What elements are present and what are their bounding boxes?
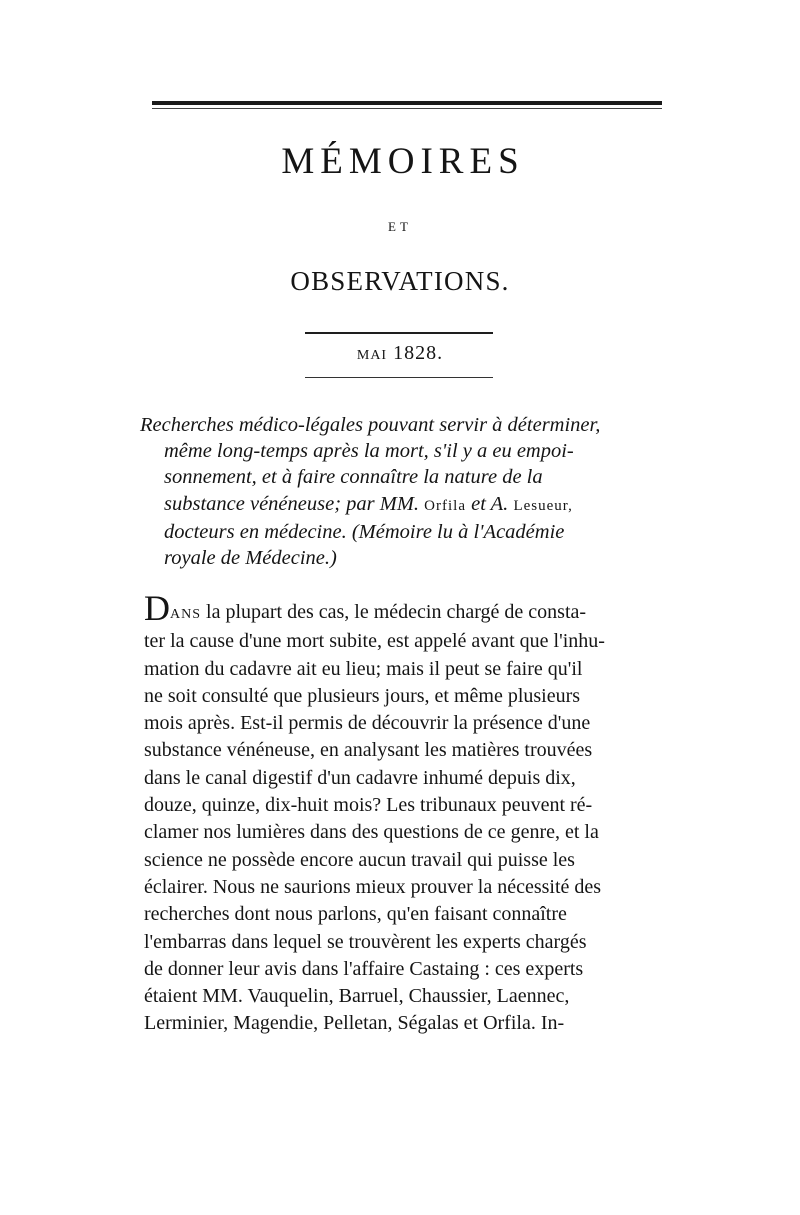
body-line: clamer nos lumières dans des questions de ce genre, et la [144,821,599,844]
body-line: recherches dont nous parlons, qu'en faisant connaître [144,903,567,926]
author-name: Lesueur, [513,497,573,514]
body-line: éclairer. Nous ne saurions mieux prouver la nécessité des [144,875,602,898]
body-line: science ne possède encore aucun travail qui puisse les [144,848,575,871]
article-abstract [140,412,660,571]
body-line-first [144,588,666,628]
body-line: ter la cause d'une mort subite, est appelé avant que l'inhu- [144,630,605,653]
abstract-line: royale de Médecine.) [164,547,337,570]
drop-cap: D [144,588,170,628]
body-line: substance vénéneuse, en analysant les matières trouvées [144,739,593,762]
abstract-line: substance vénéneuse; par MM. [164,492,420,515]
abstract-line: docteurs en médecine. (Mémoire lu à l'Académie [164,520,565,543]
page-title: MÉMOIRES [281,141,525,182]
title-conjunction: ET [388,219,412,234]
header-rule-thin [152,108,662,109]
date-rule-bottom [305,377,493,378]
body-line: mation du cadavre ait eu lieu; mais il peut se faire qu'il [144,657,583,680]
header-rule-thick [152,101,662,105]
abstract-line: Recherches médico-légales pouvant servir à déterminer, [140,414,601,436]
body-line: dans le canal digestif d'un cadavre inhumé depuis dix, [144,766,576,789]
abstract-line-authors [140,491,660,519]
body-line: douze, quinze, dix-huit mois? Les tribunaux peuvent ré- [144,794,593,817]
body-line: mois après. Est-il permis de découvrir la présence d'une [144,712,591,735]
issue-year: 1828. [393,342,444,364]
body-line: ne soit consulté que plusieurs jours, et même plusieurs [144,684,581,707]
body-line: Lerminier, Magendie, Pelletan, Ségalas et Orfila. In- [144,1012,565,1035]
page-subtitle: OBSERVATIONS. [290,266,510,296]
author-name: Orfila [424,497,466,514]
first-word-caps: ANS [170,607,202,622]
body-line: de donner leur avis dans l'affaire Castaing : ces experts [144,957,584,980]
abstract-line: même long-temps après la mort, s'il y a eu empoi- [164,440,574,463]
article-body [144,588,666,1038]
body-line: la plupart des cas, le médecin chargé de consta- [206,601,587,623]
body-line: l'embarras dans lequel se trouvèrent les experts chargés [144,930,587,953]
issue-month: MAI [356,348,388,363]
author-join: et A. [471,492,509,515]
issue-date [0,342,800,365]
date-rule-top [305,332,493,334]
abstract-line: sonnement, et à faire connaître la nature de la [164,466,543,489]
body-line: étaient MM. Vauquelin, Barruel, Chaussier, Laennec, [144,985,570,1008]
